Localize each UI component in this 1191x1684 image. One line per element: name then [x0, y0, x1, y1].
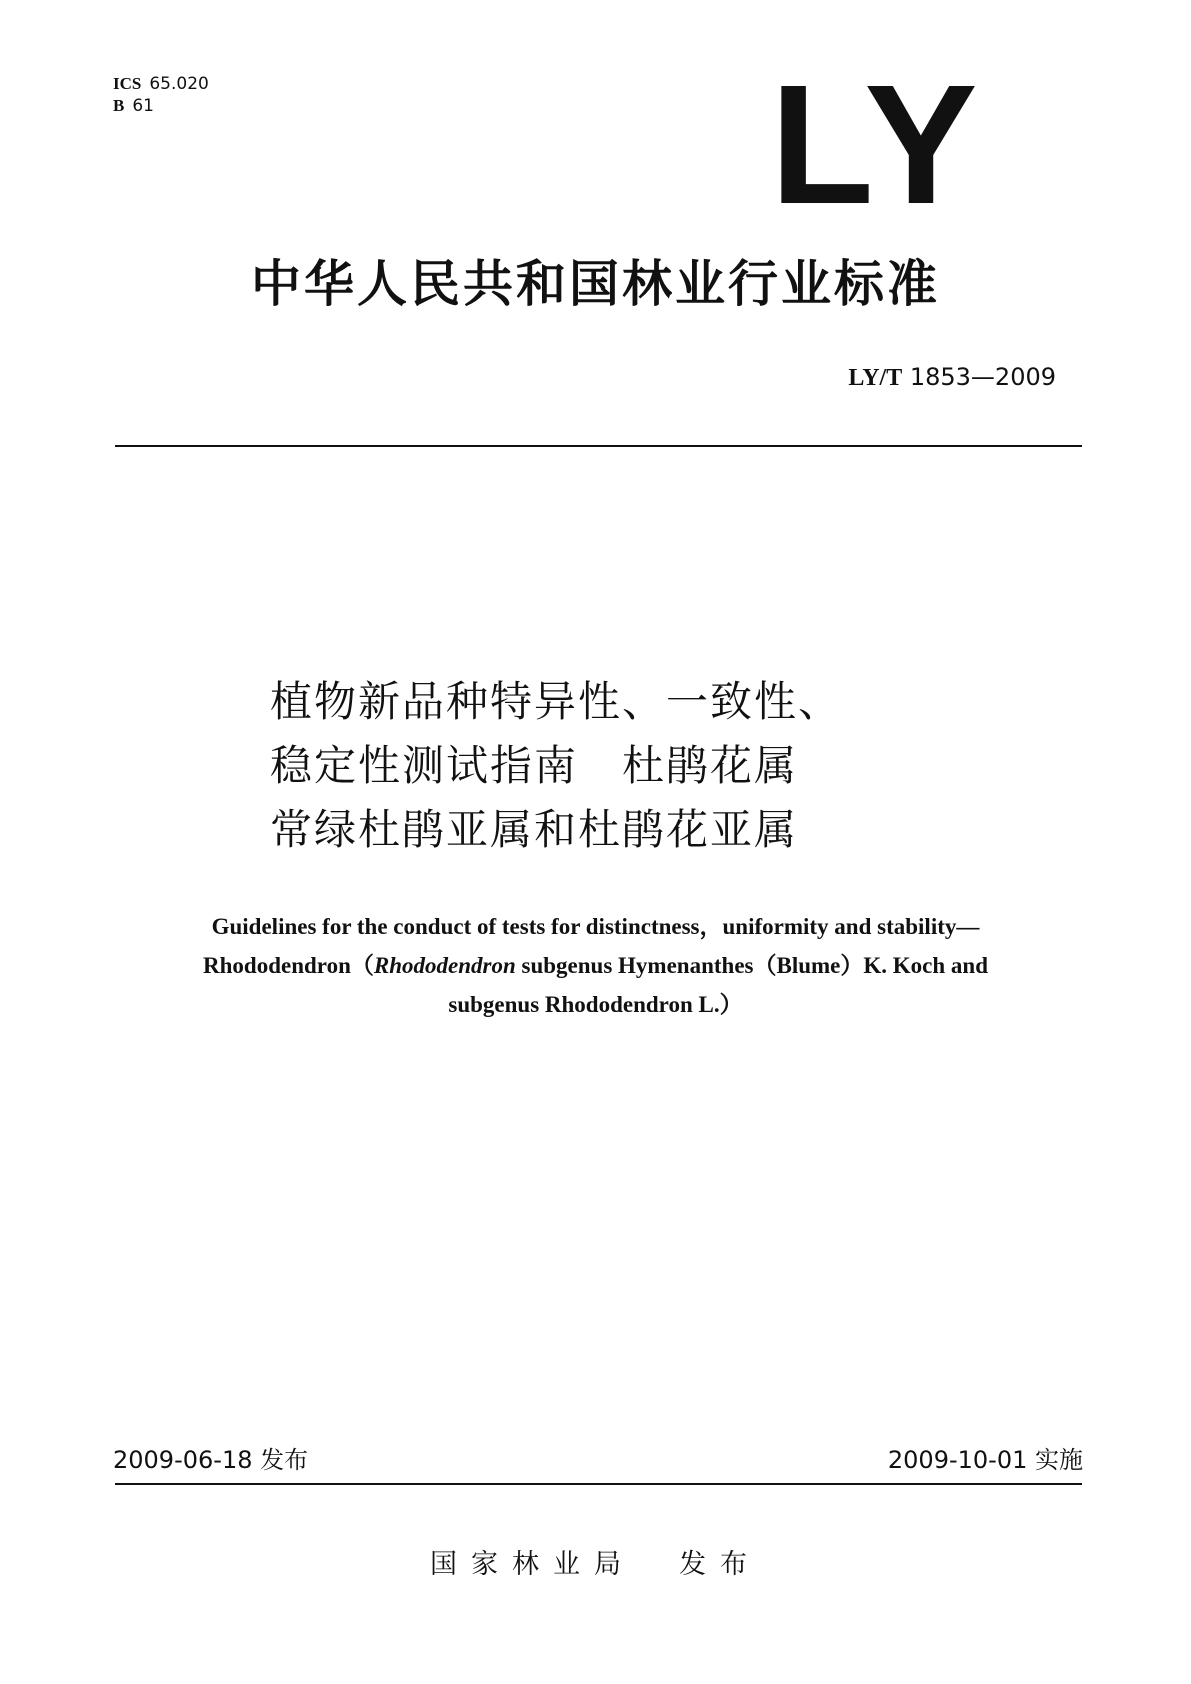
- publisher-action: 发布: [679, 1549, 761, 1580]
- english-title-line: Guidelines for the conduct of tests for distinctness，uniformity and stability—: [211, 914, 980, 939]
- english-title-part: Rhododendron（: [203, 953, 374, 978]
- ics-code: [113, 74, 209, 94]
- publisher-org: 国家林业局: [430, 1549, 635, 1580]
- chinese-title-line: 稳定性测试指南 杜鹃花属: [270, 741, 799, 790]
- chinese-document-title: [270, 670, 990, 862]
- english-title-line: subgenus Rhododendron L.）: [448, 992, 743, 1017]
- standard-number: [848, 362, 1056, 393]
- standard-number-prefix: LY/T: [848, 365, 903, 391]
- ics-value: 65.020: [149, 74, 209, 94]
- english-title-line: [100, 946, 1091, 985]
- ly-logo: LY: [770, 50, 984, 240]
- english-title-part: subgenus Hymenanthes（Blume）K. Koch and: [515, 953, 988, 978]
- footer-divider: [115, 1483, 1082, 1485]
- header-divider: [115, 445, 1082, 447]
- english-document-title: [100, 907, 1091, 1024]
- issue-date: 2009-06-18 发布: [113, 1446, 309, 1474]
- standard-number-code: 1853—2009: [909, 363, 1056, 391]
- implementation-date: 2009-10-01 实施: [887, 1446, 1083, 1474]
- publisher-line: [0, 1548, 1191, 1582]
- english-title-italic-genus: Rhododendron: [373, 953, 516, 978]
- standard-category-title: 中华人民共和国林业行业标准: [251, 255, 940, 313]
- ccs-label: B: [113, 96, 125, 115]
- ics-label: ICS: [113, 74, 142, 93]
- chinese-title-line: 植物新品种特异性、一致性、: [270, 677, 843, 726]
- ccs-code: [113, 96, 154, 116]
- chinese-title-line: 常绿杜鹃亚属和杜鹃花亚属: [270, 805, 799, 854]
- ccs-value: 61: [132, 96, 154, 116]
